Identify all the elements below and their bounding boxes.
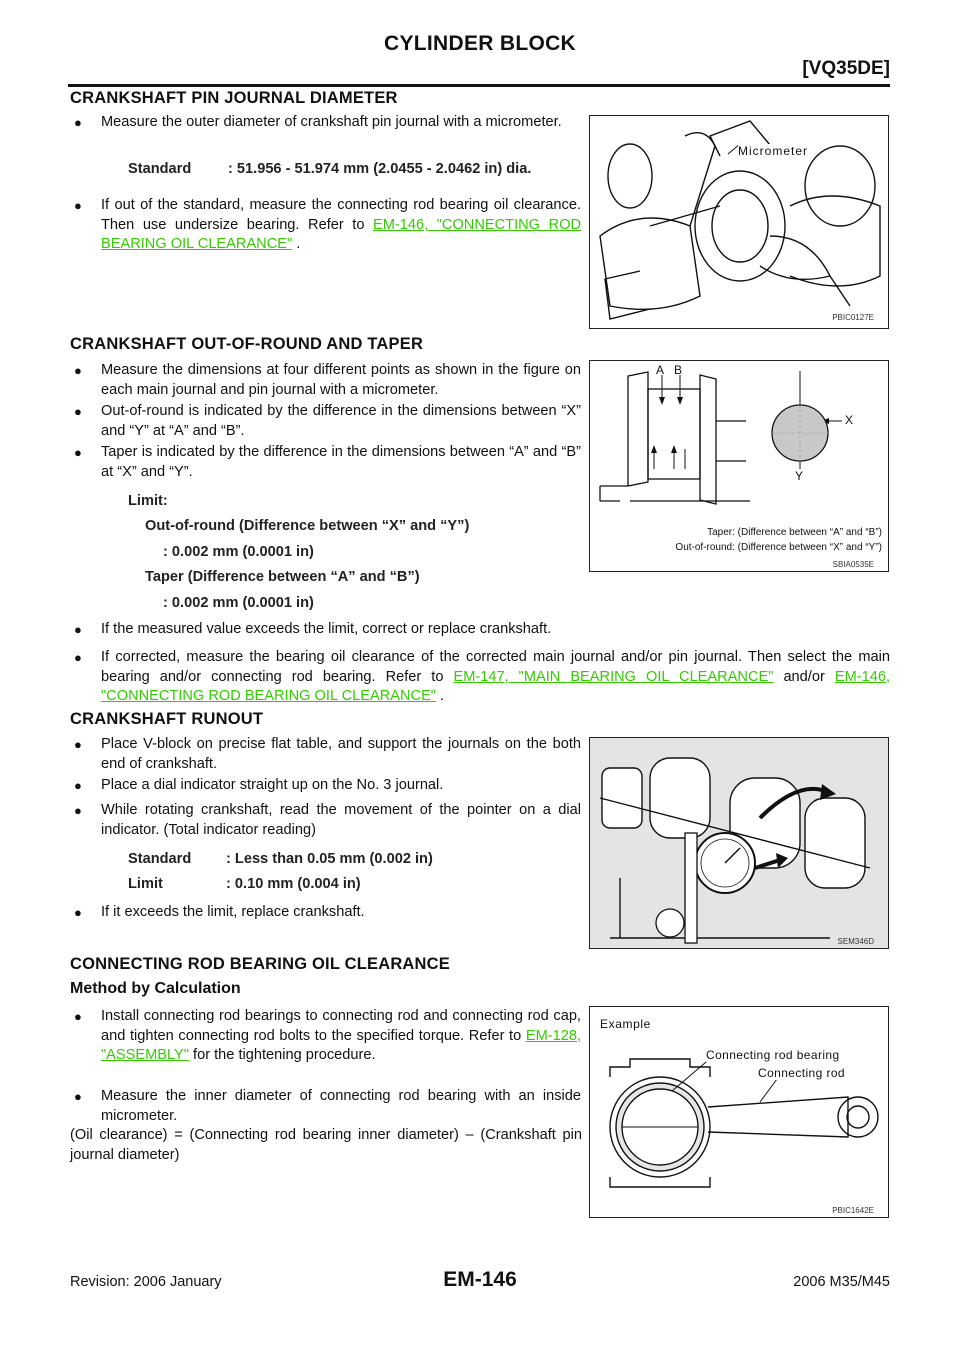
section-title-rod-bearing: CONNECTING ROD BEARING OIL CLEARANCE [70, 955, 450, 973]
label-x: X [845, 413, 854, 427]
engine-model: [VQ35DE] [802, 58, 890, 79]
limit-oor-label: Out-of-round (Difference between “X” and “Y”) [145, 518, 470, 534]
runout-standard-value: : Less than 0.05 mm (0.002 in) [226, 851, 433, 867]
page-title: CYLINDER BLOCK [383, 32, 577, 55]
micrometer-label: Micrometer [738, 144, 809, 158]
bullet-icon: ● [74, 1009, 82, 1024]
link-em147-main-clearance[interactable]: EM-147, "MAIN BEARING OIL CLEARANCE" [453, 668, 774, 685]
pin-spec-label: Standard [128, 161, 192, 177]
figure-code: PBIC1642E [832, 1206, 874, 1215]
figure-measure-points [589, 360, 889, 572]
section-title-pin-journal: CRANKSHAFT PIN JOURNAL DIAMETER [70, 89, 398, 107]
bullet-measure-four-points: ● Measure the dimensions at four different points as shown in the figure on each main journal and pin journal with a micrometer. [74, 362, 581, 398]
subsection-title-calculation: Method by Calculation [70, 980, 241, 997]
bullet-icon: ● [74, 1089, 82, 1104]
figure-code: SBIA0535E [832, 560, 874, 569]
bullet-icon: ● [74, 363, 82, 378]
bullet-icon: ● [74, 650, 82, 665]
bullet-exceeds-limit: ● If the measured value exceeds the limit, correct or replace crankshaft. [70, 620, 921, 640]
caption-out-of-round: Out-of-round: (Difference between “X” and “Y”) [675, 542, 882, 553]
bullet-icon: ● [74, 905, 82, 920]
figure-micrometer [589, 115, 889, 329]
runout-limit-value: : 0.10 mm (0.004 in) [226, 876, 361, 892]
caption-taper: Taper: (Difference between “A” and “B”) [707, 527, 882, 538]
runout-illustration [590, 738, 888, 948]
figure-example-label: Example [600, 1017, 651, 1031]
bullet-if-corrected: ● If corrected, measure the bearing oil clearance of the corrected main journal and/or pin journal. Then select the main bearing and/or connecting rod bearing. Refer to EM-147, "MAIN BEARING OIL CLEARANCE" and/or EM-146, "CONNECTING ROD BEARING OIL CLEARANCE" . [74, 649, 890, 704]
oil-clearance-formula: (Oil clearance) = (Connecting rod bearing inner diameter) – (Crankshaft pin journal diameter) [70, 1127, 582, 1163]
bullet-icon: ● [74, 803, 82, 818]
bullet-icon: ● [74, 404, 82, 419]
runout-limit-label: Limit [128, 876, 163, 892]
limit-taper-label: Taper (Difference between “A” and “B”) [145, 569, 420, 585]
label-a: A [656, 363, 665, 377]
limit-oor-value: : 0.002 mm (0.0001 in) [163, 544, 314, 560]
page-number: EM-146 [443, 1268, 517, 1291]
limit-taper-value: : 0.002 mm (0.0001 in) [163, 595, 314, 611]
bullet-icon: ● [74, 622, 82, 637]
figure-runout [589, 737, 889, 949]
label-y: Y [795, 469, 804, 483]
bullet-out-of-round-def: ● Out-of-round is indicated by the difference in the dimensions between “X” and “Y” at “A” and “B”. [74, 403, 581, 439]
bullet-v-block: ● Place V-block on precise flat table, and support the journals on the both end of crankshaft. [74, 736, 581, 772]
link-em128-assembly[interactable]: EM-128, "ASSEMBLY" [101, 1027, 581, 1063]
bullet-rotate-read: ● While rotating crankshaft, read the movement of the pointer on a dial indicator. (Total indicator reading) [74, 802, 581, 838]
section-title-out-of-round: CRANKSHAFT OUT-OF-ROUND AND TAPER [70, 335, 424, 353]
bullet-measure-pin-journal: ● Measure the outer diameter of crankshaft pin journal with a micrometer. [70, 113, 581, 133]
figure-connecting-rod [589, 1006, 889, 1218]
bullet-icon: ● [74, 445, 82, 460]
bullet-measure-inner-diameter: ● Measure the inner diameter of connecting rod bearing with an inside micrometer. [74, 1088, 581, 1124]
connecting-rod-illustration [590, 1007, 888, 1217]
bullet-replace-crankshaft: ● If it exceeds the limit, replace crankshaft. [70, 903, 581, 923]
header-rule [68, 84, 890, 87]
section-title-runout: CRANKSHAFT RUNOUT [70, 710, 264, 728]
bullet-install-bearings: ● Install connecting rod bearings to connecting rod and connecting rod cap, and tighten connecting rod bolts to the specified torque. Refer to EM-128, "ASSEMBLY" for the tightening procedure. [74, 1008, 581, 1063]
bullet-icon: ● [74, 737, 82, 752]
limit-label: Limit: [128, 493, 168, 509]
label-b: B [674, 363, 683, 377]
label-connecting-rod: Connecting rod [758, 1066, 845, 1080]
bullet-icon: ● [74, 115, 82, 130]
bullet-dial-indicator: ● Place a dial indicator straight up on the No. 3 journal. [70, 776, 581, 796]
revision-date: Revision: 2006 January [70, 1274, 222, 1290]
runout-standard-label: Standard [128, 851, 192, 867]
bullet-out-of-standard: ● If out of the standard, measure the connecting rod bearing oil clearance. Then use undersize bearing. Refer to EM-146, "CONNECTING ROD BEARING OIL CLEARANCE" . [74, 197, 581, 252]
journal-diagram [590, 361, 888, 571]
bullet-icon: ● [74, 198, 82, 213]
vehicle-model: 2006 M35/M45 [793, 1274, 890, 1290]
link-em146-rod-clearance[interactable]: EM-146, "CONNECTING ROD BEARING OIL CLEARANCE" [101, 216, 581, 252]
bullet-icon: ● [74, 778, 82, 793]
pin-spec-value: : 51.956 - 51.974 mm (2.0455 - 2.0462 in) dia. [228, 161, 532, 177]
figure-code: PBIC0127E [832, 313, 874, 322]
label-connecting-rod-bearing: Connecting rod bearing [706, 1048, 840, 1062]
figure-code: SEM346D [837, 937, 874, 946]
link-em146-rod-clearance[interactable]: EM-146, "CONNECTING ROD BEARING OIL CLEARANCE" [101, 668, 890, 704]
bullet-taper-def: ● Taper is indicated by the difference in the dimensions between “A” and “B” at “X” and “Y”. [74, 444, 581, 480]
